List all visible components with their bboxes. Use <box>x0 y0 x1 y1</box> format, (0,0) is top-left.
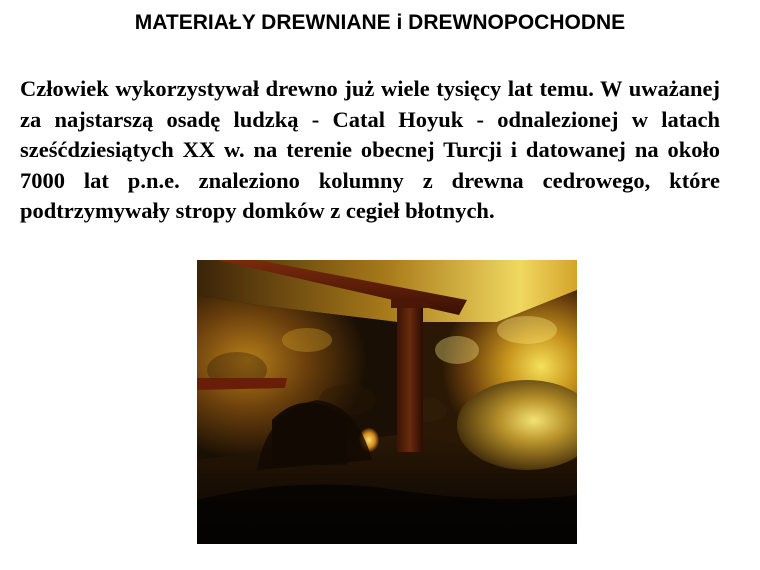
catal-hoyuk-interior-image <box>197 260 577 544</box>
slide-title: MATERIAŁY DREWNIANE i DREWNOPOCHODNE <box>134 11 626 34</box>
body-paragraph: Człowiek wykorzystywał drewno już wiele tysięcy lat temu. W uważanej za najstarszą osadę ludzką - Catal Hoyuk - odnalezionej w latach sześćdziesiątych XX w. na terenie obecnej Turcji i datowanej na około 7000 lat p.n.e. znaleziono kolumny z drewna cedrowego, które podtrzymywały stropy domków z cegieł błotnych. <box>20 76 720 223</box>
